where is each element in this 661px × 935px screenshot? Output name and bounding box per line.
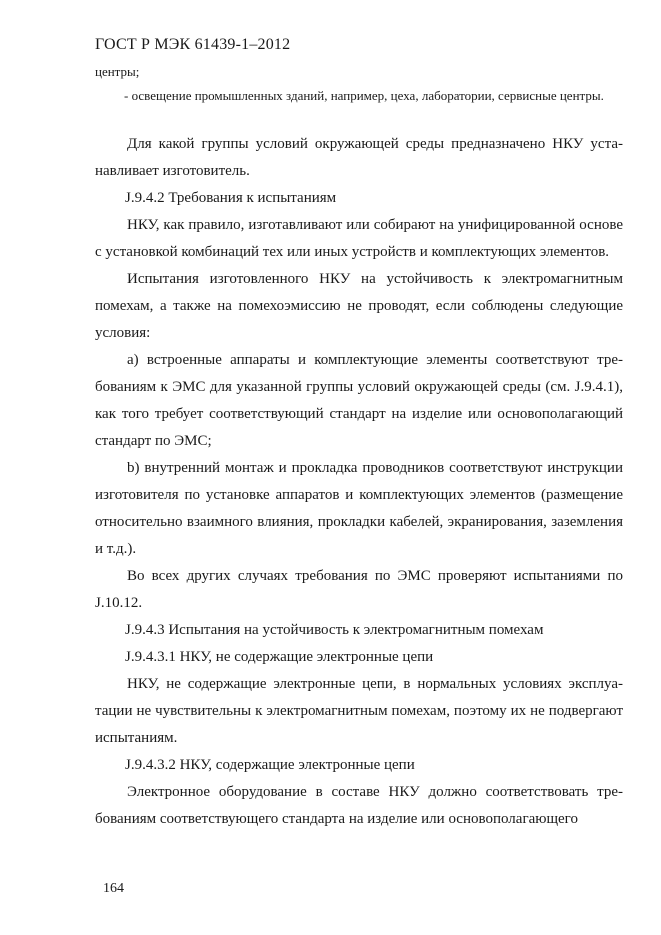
subsection-heading: J.9.4.3.1 НКУ, не содержащие электронные цепи <box>125 649 434 665</box>
standard-header: ГОСТ Р МЭК 61439-1–2012 <box>95 36 291 53</box>
paragraph: НКУ, как правило, изготавливают или собирают на унифицированной основе с установкой комбинаций тех или иных устройств и комплектующих элементов. <box>95 217 623 260</box>
list-item: - освещение промышленных зданий, например, цеха, лаборатории, сервисные центры. <box>124 88 604 103</box>
paragraph: НКУ, не содержащие электронные цепи, в нормальных условиях эксплуатации не чувствительны к электромагнитным помехам, поэтому их не подвергают испытаниям. <box>95 676 623 746</box>
paragraph: Во всех других случаях требования по ЭМС проверяют испытаниями по J.10.12. <box>95 568 623 611</box>
paragraph: Электронное оборудование в составе НКУ должно соответствовать требованиям соответствующего стандарта на изделие или основополагающего <box>95 784 623 827</box>
section-heading: J.9.4.2 Требования к испытаниям <box>125 190 337 206</box>
document-body <box>95 131 623 833</box>
paragraph: Испытания изготовленного НКУ на устойчивость к электромагнитным помехам, а также на помехоэмиссию не проводят, если соблюдены следующие условия: <box>95 271 623 341</box>
page-number: 164 <box>103 881 124 896</box>
paragraph: Для какой группы условий окружающей среды предназначено НКУ устанавливает изготовитель. <box>95 136 623 179</box>
subsection-heading: J.9.4.3.2 НКУ, содержащие электронные цепи <box>125 757 415 773</box>
section-heading: J.9.4.3 Испытания на устойчивость к электромагнитным помехам <box>125 622 544 638</box>
list-item: a) встроенные аппараты и комплектующие элементы соответствуют требованиям к ЭМС для указанной группы условий окружающей среды (см. J.9.4.1), как того требует соответствующий стандарт на изделие или основополагающий стандарт по ЭМС; <box>95 352 623 449</box>
continued-text: центры; <box>95 64 140 79</box>
list-item: b) внутренний монтаж и прокладка проводников соответствуют инструкции изготовителя по установке аппаратов и комплектующих элементов (размещение относительно взаимного влияния, прокладки кабелей, экранирования, заземления и т.д.). <box>95 460 623 557</box>
